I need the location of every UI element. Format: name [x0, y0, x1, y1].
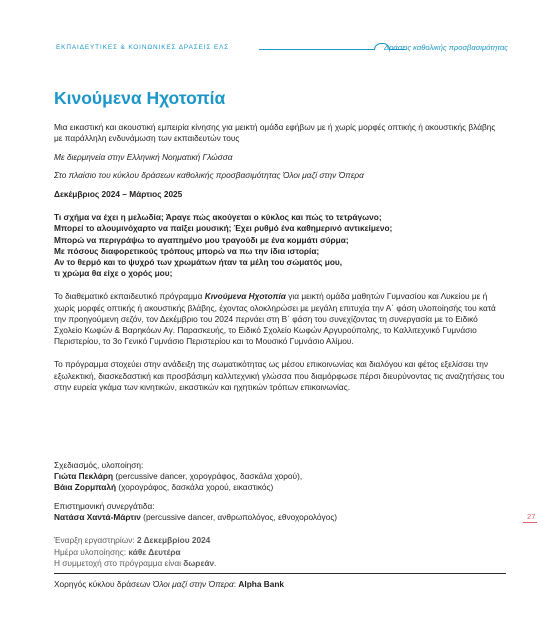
subsection-label: Δράσεις καθολικής προσβασιμότητας [383, 43, 508, 52]
start-value: 2 Δεκεμβρίου 2024 [136, 535, 211, 546]
question-line: Μπορεί το αλουμινόχαρτο να παίξει μουσική; Έχει ρυθμό ένα καθημερινό αντικείμενο; [54, 223, 393, 234]
start-label: Έναρξη εργαστηρίων: [54, 535, 137, 546]
footer-rule [54, 573, 506, 574]
sponsor-prefix: Χορηγός κύκλου δράσεων [54, 579, 153, 589]
person-name: Νατάσα Χαντά-Μάρτιν [54, 512, 141, 523]
person-role: (percussive dancer, χορογράφος, δασκάλα χορού), [113, 471, 303, 482]
sponsor-cycle: Όλοι μαζί στην Όπερα [152, 579, 234, 589]
intro-description: Μια εικαστική και ακουστική εμπειρία κίνησης για μεικτή ομάδα εφήβων με ή χωρίς μορφές οπτικής ή ακουστικής βλάβης με παράλληλη ενδυνάμωση των εκπαιδευτών τους [54, 122, 496, 144]
day-line [54, 547, 506, 558]
sponsor-colon: : [233, 579, 239, 589]
question-line: Τι σχήμα να έχει η μελωδία; Άραγε πώς ακούγεται ο κύκλος και πώς το τετράγωνο; [54, 212, 382, 223]
credits-block [54, 460, 506, 569]
person-role: (χορογράφος, δασκάλα χορού, εικαστικός) [116, 482, 274, 493]
program-name: Κινούμενα Ηχοτοπία [204, 291, 286, 302]
person-name: Γιώτα Πεκλάρη [54, 471, 114, 482]
day-label: Ημέρα υλοποίησης: [54, 546, 129, 557]
page-header [56, 44, 508, 58]
goals-paragraph: Το πρόγραμμα στοχεύει στην ανάδειξη της σωματικότητας ως μέσου επικοινωνίας και διαλόγου και φέτος εξελίσσει την εξωλεκτική, διασκεδαστική και προσβάσιμη καλλιτεχνική γλώσσα που διαμόρφωσε πέρσι διευρύνοντας τις αναζητήσεις του στην ευρεία γκάμα των κινητικών, εικαστικών και ηχητικών τρόπων επικοινωνίας. [54, 359, 505, 392]
person-name: Βάια Ζορμπαλή [54, 482, 117, 493]
questions-block [54, 212, 506, 279]
program-dates: Δεκέμβριος 2024 – Μάρτιος 2025 [54, 188, 183, 199]
section-label: ΕΚΠΑΙΔΕΥΤΙΚΕΣ & ΚΟΙΝΩΝΙΚΕΣ ΔΡΑΣΕΙΣ ΕΛΣ [56, 44, 230, 51]
free-end: . [214, 557, 217, 568]
question-line: Αν το θερμό και το ψυχρό των χρωμάτων ήταν τα μέλη του σώματός μου, [54, 257, 343, 267]
page-title: Κινούμενα Ηχοτοπία [54, 88, 226, 108]
person-role: (percussive dancer, ανθρωπολόγος, εθνοχορολόγος) [140, 512, 338, 523]
question-line: Με πόσους διαφορετικούς τρόπους μπορώ να πω την ίδια ιστορία; [54, 245, 320, 256]
start-date-line [54, 535, 506, 546]
free-label: Η συμμετοχή στο πρόγραμμα είναι [54, 557, 184, 568]
sponsor-name: Alpha Bank [238, 579, 285, 589]
question-line: τι χρώμα θα είχε ο χορός μου; [54, 268, 173, 279]
page-number: 27 [527, 512, 536, 521]
question-line: Μπορώ να περιγράψω το αγαπημένο μου τραγούδι με ένα κομμάτι σύρμα; [54, 234, 349, 245]
program-paragraph [54, 291, 506, 347]
schedule-block [54, 535, 506, 569]
paragraph-text: για μεικτή ομάδα μαθητών Γυμνασίου και Λυκείου με ή χωρίς μορφές οπτικής ή ακουστικής βλάβης, έχοντας ολοκληρώσει με μεγάλη επιτυχία την Α΄ φάση υλοποίησής του κατά την προηγούμενη σεζόν, τον Δεκέμβριο του 2024 περνάει στη Β΄ φάση του συνεχίζοντας τη συνεργασία με το Ειδικό Σχολείο Κωφών & Βαρηκόων Αγ. Παρασκευής, το Ειδικό Σχολείο Κωφών Αργυρούπολης, το Καλλιτεχνικό Γυμνάσιο Περιστερίου, το 3ο Γενικό Γυμνάσιο Περιστερίου και το Μουσικό Γυμνάσιο Αλίμου. [54, 291, 496, 347]
day-value: κάθε Δευτέρα [128, 546, 181, 557]
context-note: Στο πλαίσιο του κύκλου δράσεων καθολικής προσβασιμότητας Όλοι μαζί στην Όπερα [54, 170, 364, 181]
sponsor-line [54, 579, 284, 589]
free-value: δωρεάν [183, 557, 215, 568]
paragraph-text: Το διαθεματικό εκπαιδευτικό πρόγραμμα [54, 291, 205, 302]
sign-language-note: Με διερμηνεία στην Ελληνική Νοηματική Γλώσσα [54, 151, 233, 162]
page-number-rule [523, 522, 537, 523]
free-line [54, 558, 506, 569]
main-content [54, 122, 506, 393]
collaborator-label: Επιστημονική συνεργάτιδα: [54, 501, 155, 511]
credit-line [54, 471, 506, 482]
credit-line [54, 512, 506, 523]
credit-line [54, 482, 506, 493]
design-label: Σχεδιασμός, υλοποίηση: [54, 460, 144, 470]
